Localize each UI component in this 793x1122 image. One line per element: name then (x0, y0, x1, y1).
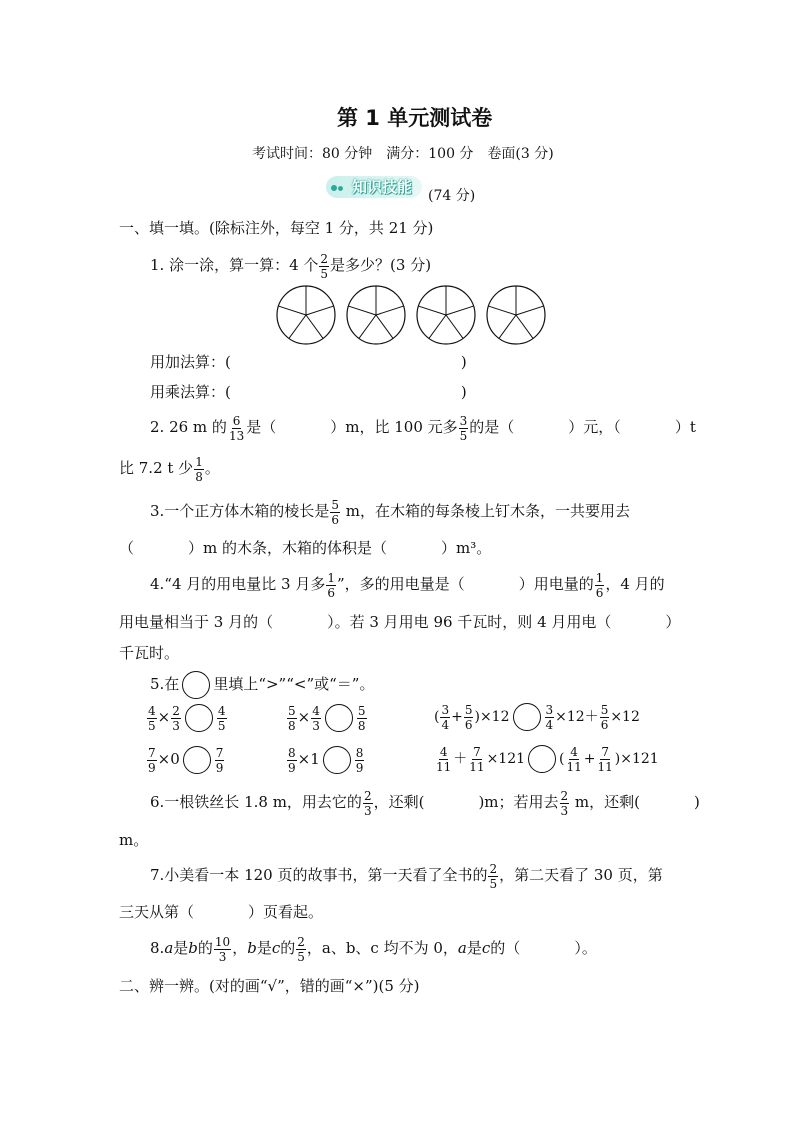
q1-addition-line: 用加法算：( ) (150, 353, 467, 371)
pie-slice-divider (446, 306, 474, 315)
compare-answer-circle[interactable] (528, 745, 556, 773)
question-3-line2: （ ）m 的木条，木箱的体积是（ ）m³。 (119, 539, 492, 557)
exam-meta: 考试时间：80 分钟 满分：100 分 卷面(3 分) (252, 146, 554, 162)
section-banner-label: 知识技能 (352, 178, 413, 196)
part2-heading: 二、辨一辨。(对的画“√”，错的画“×”)(5 分) (119, 977, 420, 995)
q5-row1-expr3: ( $\frac{3}{4}$ + $\frac{5}{6}$ )×12 $\frac{3}{4}$ ×12＋ $\frac{5}{6}$ ×12 (434, 702, 640, 732)
pie-circle[interactable] (487, 286, 545, 344)
pie-diagrams[interactable] (275, 284, 547, 346)
compare-answer-circle[interactable] (323, 746, 351, 774)
question-1: 1. 涂一涂，算一算：4 个 $\frac{2}{5}$ 是多少？(3 分) (150, 251, 432, 281)
part1-heading: 一、填一填。(除标注外，每空 1 分，共 21 分) (119, 219, 434, 237)
question-7-line1: 7.小美看一本 120 页的故事书，第一天看了全书的 $\frac{2}{5}$ ，第二天看了 30 页，第 (150, 861, 663, 891)
pie-circle[interactable] (347, 286, 405, 344)
pie-slice-divider (306, 315, 323, 338)
pie-slice-divider (348, 306, 376, 315)
compare-answer-circle[interactable] (185, 704, 213, 732)
pie-circle[interactable] (277, 286, 335, 344)
question-3-line1: 3.一个正方体木箱的棱长是 $\frac{5}{6}$ m，在木箱的每条棱上钉木条，一共要用去 (150, 497, 630, 527)
q5-row2-expr3: $\frac{4}{11}$ ＋ $\frac{7}{11}$ ×121 ( $\frac{4}{11}$ + $\frac{7}{11}$ )×121 (436, 744, 659, 774)
banner-decoration-icon (331, 184, 344, 192)
q5-row1-expr2: $\frac{5}{8}$ × $\frac{4}{3}$ $\frac{5}{8}$ (288, 703, 366, 733)
pie-slice-divider (376, 315, 393, 338)
q5-row2-expr2: $\frac{8}{9}$ ×1 $\frac{8}{9}$ (288, 745, 364, 775)
question-2-line2: 比 7.2 t 少 $\frac{1}{8}$ 。 (119, 454, 220, 484)
question-6-line2: m。 (119, 831, 149, 849)
q5-row2-expr1: $\frac{7}{9}$ ×0 $\frac{7}{9}$ (148, 745, 224, 775)
question-2-line1: 2. 26 m 的 $\frac{6}{13}$ 是（ ）m，比 100 元多 $\frac{3}{5}$ 的是（ ）元，（ ）t (150, 413, 696, 443)
pie-slice-divider (488, 306, 516, 315)
compare-answer-circle[interactable] (513, 703, 541, 731)
question-8: 8.a是b的 $\frac{10}{3}$ ，b是c的 $\frac{2}{5}$ ，a、b、c 均不为 0，a是c的（ ）。 (150, 934, 597, 964)
fraction: $\frac{2}{5}$ (320, 251, 329, 281)
question-6-line1: 6.一根铁丝长 1.8 m，用去它的 $\frac{2}{3}$ ，还剩( )m；若用去 $\frac{2}{3}$ m，还剩( ) (150, 788, 700, 818)
section-score: (74 分) (428, 188, 476, 204)
pie-circle[interactable] (417, 286, 475, 344)
pie-slice-divider (446, 315, 463, 338)
pie-slice-divider (289, 315, 306, 338)
pie-slice-divider (499, 315, 516, 338)
question-5: 5.在 里填上“>”“<”或“＝”。 (150, 669, 374, 699)
pie-slice-divider (278, 306, 306, 315)
page-title: 第 1 单元测试卷 (337, 106, 493, 130)
compare-answer-circle[interactable] (325, 704, 353, 732)
question-4-line1: 4.“4 月的用电量比 3 月多 $\frac{1}{6}$ ”，多的用电量是（ ）用电量的 $\frac{1}{6}$ ，4 月的 (150, 570, 665, 600)
pie-slice-divider (418, 306, 446, 315)
compare-answer-circle[interactable] (183, 746, 211, 774)
question-4-line2: 用电量相当于 3 月的（ ）。若 3 月用电 96 千瓦时，则 4 月用电（ ） (119, 613, 681, 631)
compare-circle (182, 671, 210, 699)
question-7-line2: 三天从第（ ）页看起。 (119, 903, 324, 921)
question-4-line3: 千瓦时。 (119, 644, 180, 662)
pie-slice-divider (429, 315, 446, 338)
pie-slice-divider (516, 315, 533, 338)
q1-multiplication-line: 用乘法算：( ) (150, 383, 467, 401)
pie-slice-divider (376, 306, 404, 315)
pie-slice-divider (306, 306, 334, 315)
pie-slice-divider (516, 306, 544, 315)
pie-slice-divider (359, 315, 376, 338)
q5-row1-expr1: $\frac{4}{5}$ × $\frac{2}{3}$ $\frac{4}{5}$ (148, 703, 226, 733)
